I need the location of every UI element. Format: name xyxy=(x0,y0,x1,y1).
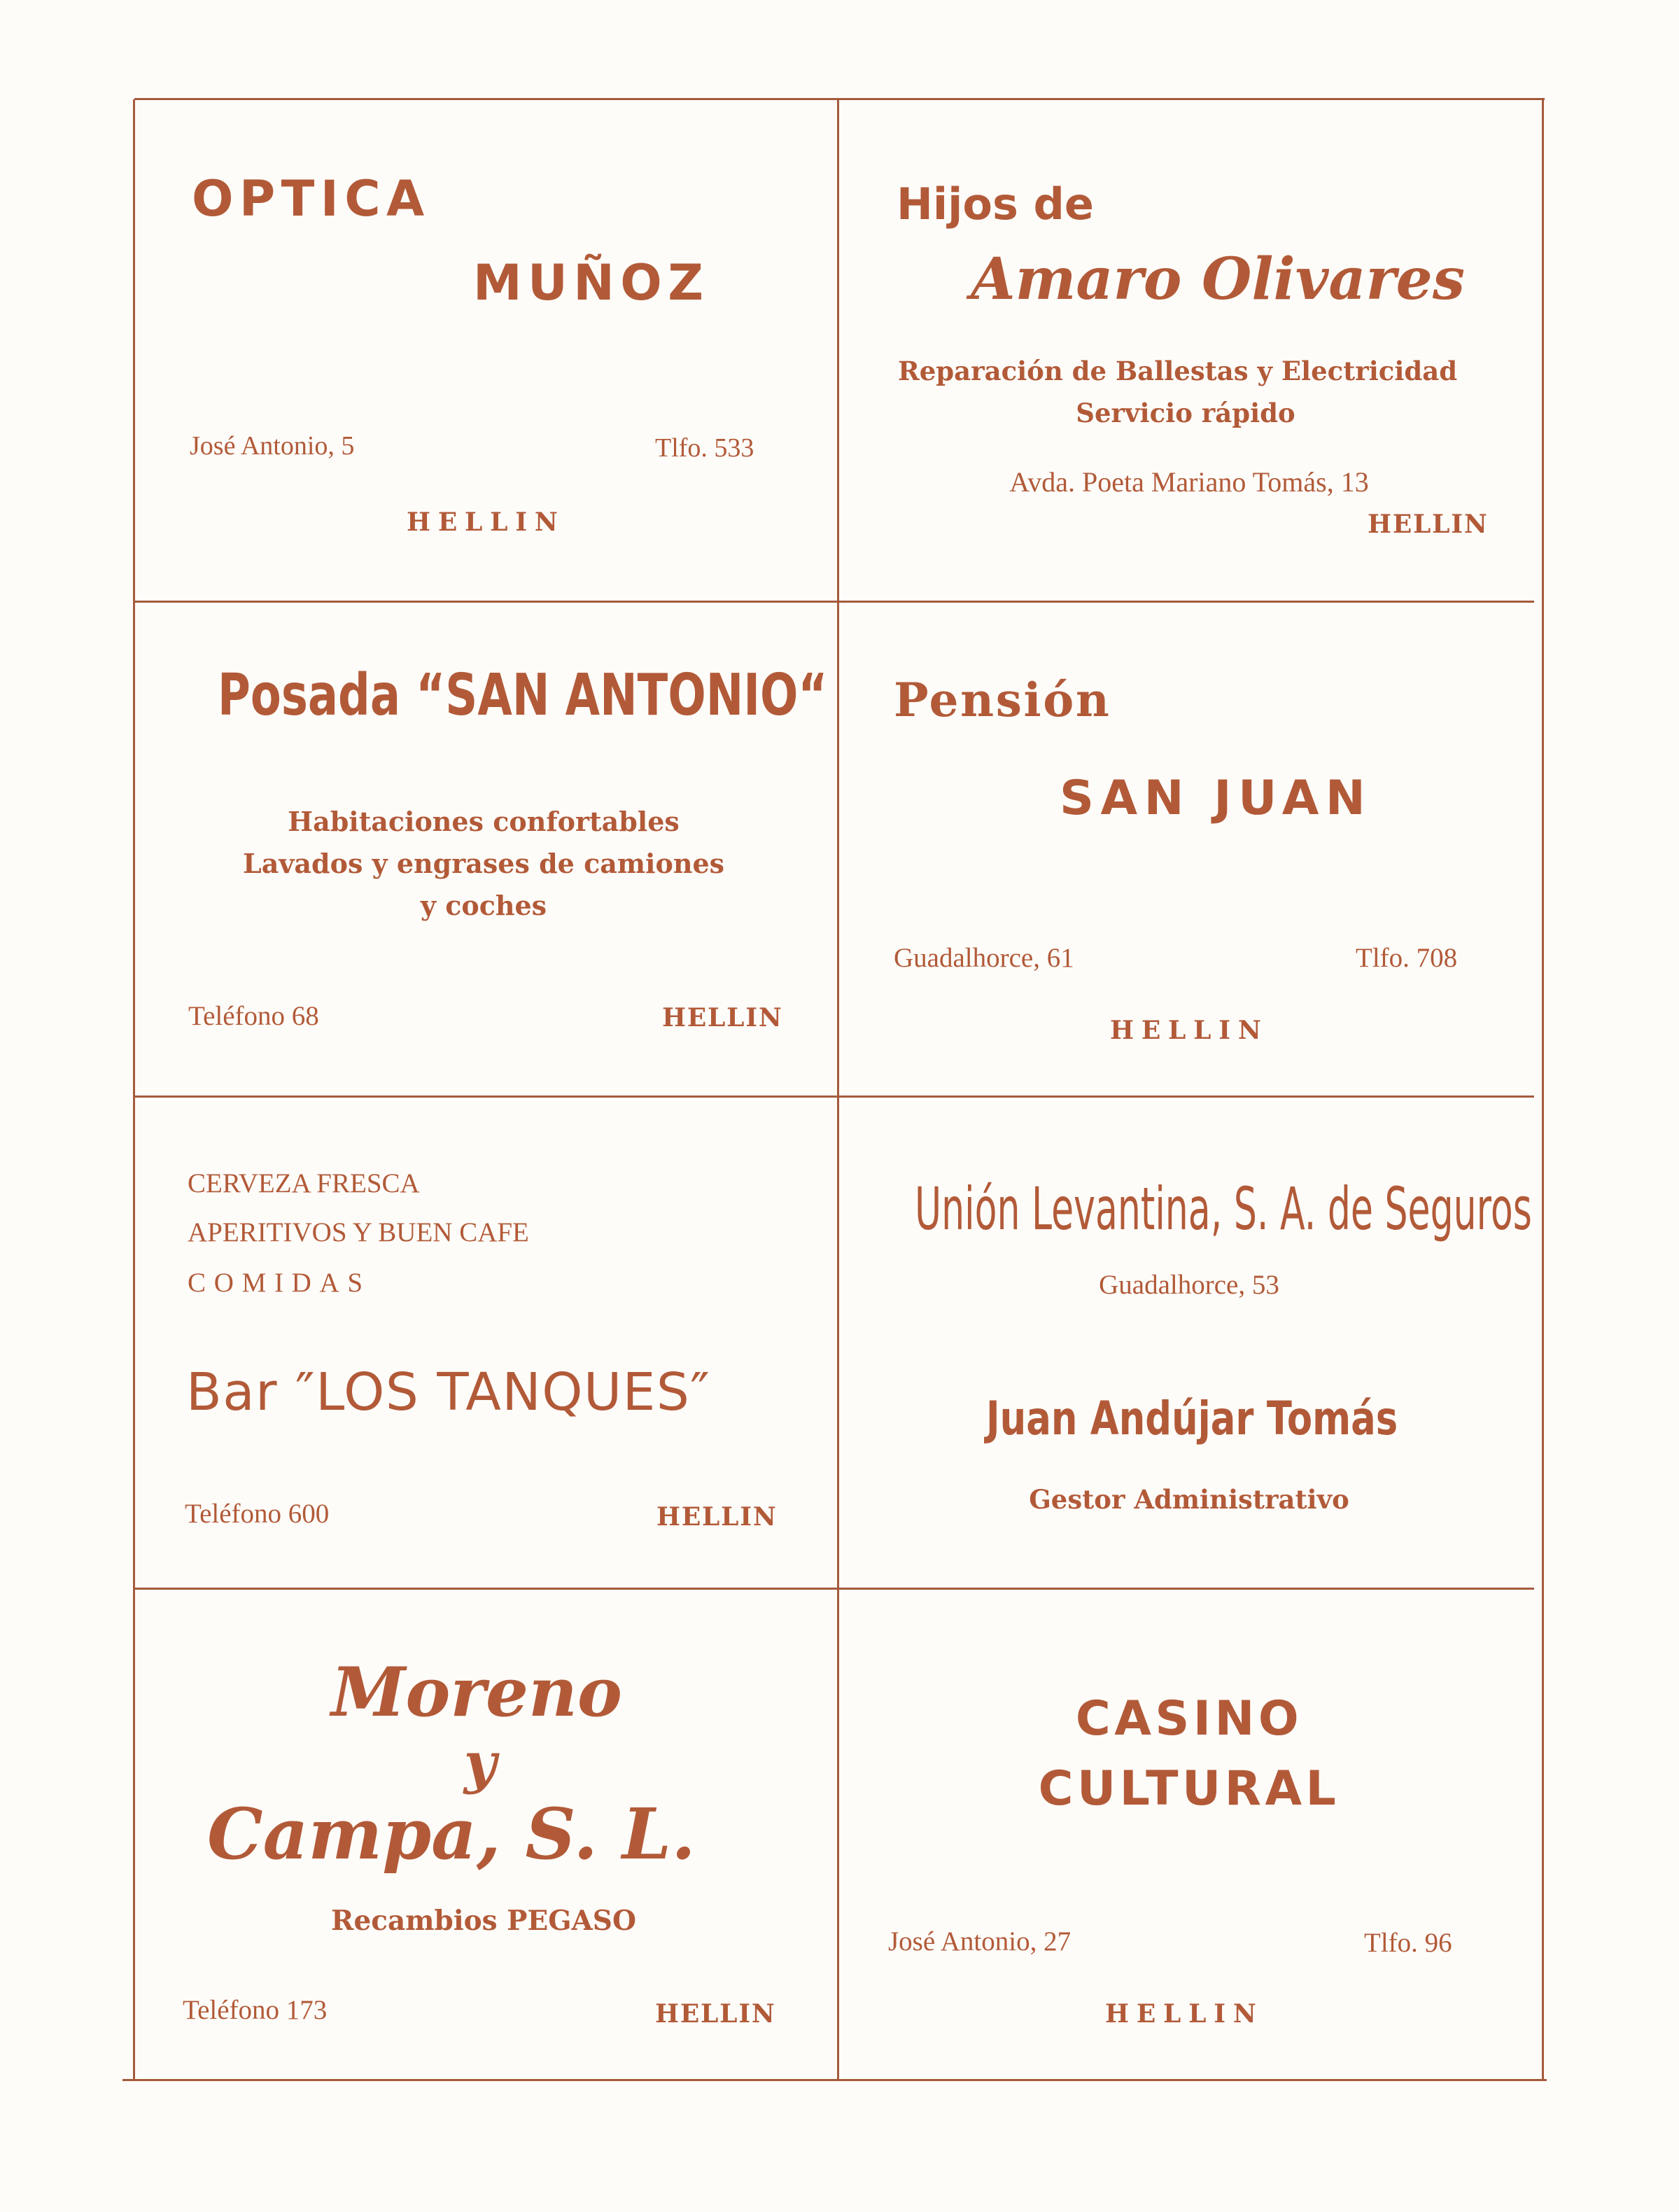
city: HELLIN xyxy=(662,1003,783,1032)
service-line: Servicio rápido xyxy=(1076,398,1295,428)
service-line: Reparación de Ballestas y Electricidad xyxy=(898,356,1458,386)
phone: Teléfono 68 xyxy=(188,1001,319,1031)
address: Avda. Poeta Mariano Tomás, 13 xyxy=(1009,466,1369,498)
product-line: Recambios PEGASO xyxy=(331,1905,636,1937)
offer-line: APERITIVOS Y BUEN CAFE xyxy=(188,1217,529,1247)
phone: Teléfono 600 xyxy=(185,1499,330,1529)
phone: Tlfo. 533 xyxy=(655,433,754,463)
ad-title: Amaro Olivares xyxy=(971,246,1466,313)
offer-line: CERVEZA FRESCA xyxy=(188,1168,420,1198)
city: HELLIN xyxy=(1368,510,1489,539)
description-line: y coches xyxy=(420,890,547,921)
ad-title-san-juan: SAN JUAN xyxy=(1060,771,1372,826)
phone: Tlfo. 96 xyxy=(1364,1928,1452,1958)
ad-title-casino: CASINO xyxy=(1075,1691,1303,1746)
city: HELLIN xyxy=(1110,1016,1269,1045)
ad-bar-los-tanques xyxy=(137,1098,837,1588)
city: HELLIN xyxy=(655,1999,776,2029)
city: HELLIN xyxy=(407,507,565,537)
city: HELLIN xyxy=(656,1502,778,1532)
address: José Antonio, 5 xyxy=(190,431,355,461)
person-name: Juan Andújar Tomás xyxy=(986,1392,1398,1446)
ad-title-cultural: CULTURAL xyxy=(1038,1761,1340,1816)
phone: Teléfono 173 xyxy=(183,1995,328,2025)
ad-title: Unión Levantina, S. A. de Seguros xyxy=(915,1175,1532,1243)
ad-moreno-campa xyxy=(137,1590,837,2080)
ad-title-optica: OPTICA xyxy=(192,170,430,227)
ad-posada-san-antonio xyxy=(137,603,837,1096)
ad-optica-munoz xyxy=(137,100,837,601)
description-line: Habitaciones confortables xyxy=(288,806,680,837)
offer-line: COMIDAS xyxy=(188,1268,371,1298)
right-border xyxy=(1542,99,1544,2080)
ad-prefix: Hijos de xyxy=(897,178,1094,230)
ad-union-levantina xyxy=(839,1098,1539,1588)
ad-title-y: y xyxy=(463,1730,497,1795)
ad-pension-san-juan xyxy=(839,603,1539,1096)
phone: Tlfo. 708 xyxy=(1356,943,1458,973)
address: Guadalhorce, 61 xyxy=(894,943,1074,973)
ad-title-moreno: Moreno xyxy=(331,1653,622,1732)
ad-title: Posada “SAN ANTONIO“ xyxy=(218,662,828,729)
role: Gestor Administrativo xyxy=(1029,1484,1349,1515)
ad-title-campa: Campa, S. L. xyxy=(207,1793,696,1875)
ad-casino-cultural xyxy=(839,1590,1539,2080)
city: HELLIN xyxy=(1105,1999,1264,2029)
description-line: Lavados y engrases de camiones xyxy=(242,848,725,879)
address: José Antonio, 27 xyxy=(888,1926,1072,1956)
ad-title-pension: Pensión xyxy=(894,673,1111,727)
address: Guadalhorce, 53 xyxy=(1099,1270,1279,1300)
ad-title-munoz: MUÑOZ xyxy=(473,254,710,312)
ad-amaro-olivares xyxy=(839,100,1539,601)
ad-title: Bar ″LOS TANQUES″ xyxy=(186,1362,711,1422)
